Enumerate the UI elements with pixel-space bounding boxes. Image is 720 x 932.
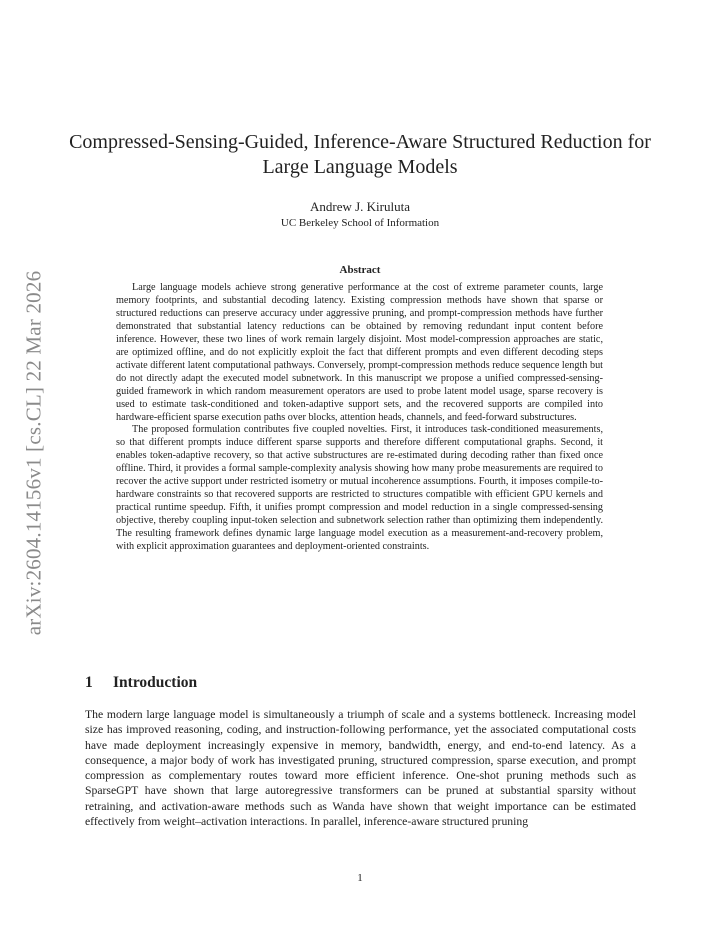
paper-title: Compressed-Sensing-Guided, Inference-Aware Structured Reduction for Large Language Models (69, 131, 651, 178)
page-number: 1 (357, 872, 363, 884)
author-name: Andrew J. Kiruluta (309, 199, 410, 214)
abstract-body (116, 282, 603, 554)
author-affiliation: UC Berkeley School of Information (280, 217, 440, 229)
section-number: 1 (85, 674, 93, 691)
section-title: Introduction (113, 674, 198, 691)
section-heading (85, 674, 197, 692)
abstract-paragraph: The proposed formulation contributes five coupled novelties. First, it introduces task-conditioned measurements, so that different prompts induce different sparse supports and therefore different computational graphs. Second, it enables token-adaptive recovery, so that active substructures are re-estimated during decoding rather than fixed once offline. Third, it provides a formal sample-complexity analysis showing how many probe measurements are required to recover the active support under restricted isometry or mutual incoherence assumptions. Fourth, it imposes compile-to-hardware constraints so that recovered supports are restricted to structures compatible with efficient GPU kernels and practical runtime speedup. Fifth, it unifies prompt compression and model reduction in a single compressed-sensing objective, thereby coupling input-token selection and subnetwork selection rather than optimizing them independently. The resulting framework defines dynamic large language model execution as a measurement-and-recovery problem, with explicit approximation guarantees and deployment-oriented constraints. (116, 424, 603, 553)
arxiv-identifier-sidebar (16, 262, 52, 644)
abstract-heading: Abstract (339, 264, 381, 276)
section-paragraph: The modern large language model is simultaneously a triumph of scale and a systems bottleneck. Increasing model size has improved reasoning, coding, and instruction-following performance, yet the associated computational costs have made deployment increasingly expensive in memory, bandwidth, energy, and end-to-end latency. As a consequence, a major body of work has investigated pruning, structured compression, sparse execution, and prompt compression as complementary routes toward more efficient inference. One-shot pruning methods such as SparseGPT have shown that large autoregressive transformers can be pruned at substantial sparsity without retraining, and activation-aware methods such as Wanda have shown that weight importance can be estimated effectively from weight–activation interactions. In parallel, inference-aware structured pruning (85, 708, 636, 829)
arxiv-identifier: arXiv:2604.14156v1 [cs.CL] 22 Mar 2026 (21, 270, 46, 636)
abstract-paragraph: Large language models achieve strong generative performance at the cost of extreme parameter counts, large memory footprints, and substantial decoding latency. Existing compression methods have shown that sparse or structured reductions can preserve accuracy under aggressive pruning, and prompt-compression methods have further demonstrated that substantial latency reductions can be obtained by removing redundant input content before inference. However, these two lines of work remain largely disjoint. Most model-compression approaches are static, are optimized offline, and do not explicitly exploit the fact that different prompts and even different decoding steps activate different latent computational pathways. Conversely, prompt-compression methods reduce sequence length but do not directly adapt the executed model subnetwork. In this manuscript we propose a unified compressed-sensing-guided framework in which random measurement operators are used to probe latent model usage, sparse recovery is used to estimate task-conditioned and token-adaptive support sets, and the recovered supports are compiled into hardware-efficient sparse execution paths over blocks, attention heads, channels, and feed-forward substructures. (116, 282, 603, 423)
